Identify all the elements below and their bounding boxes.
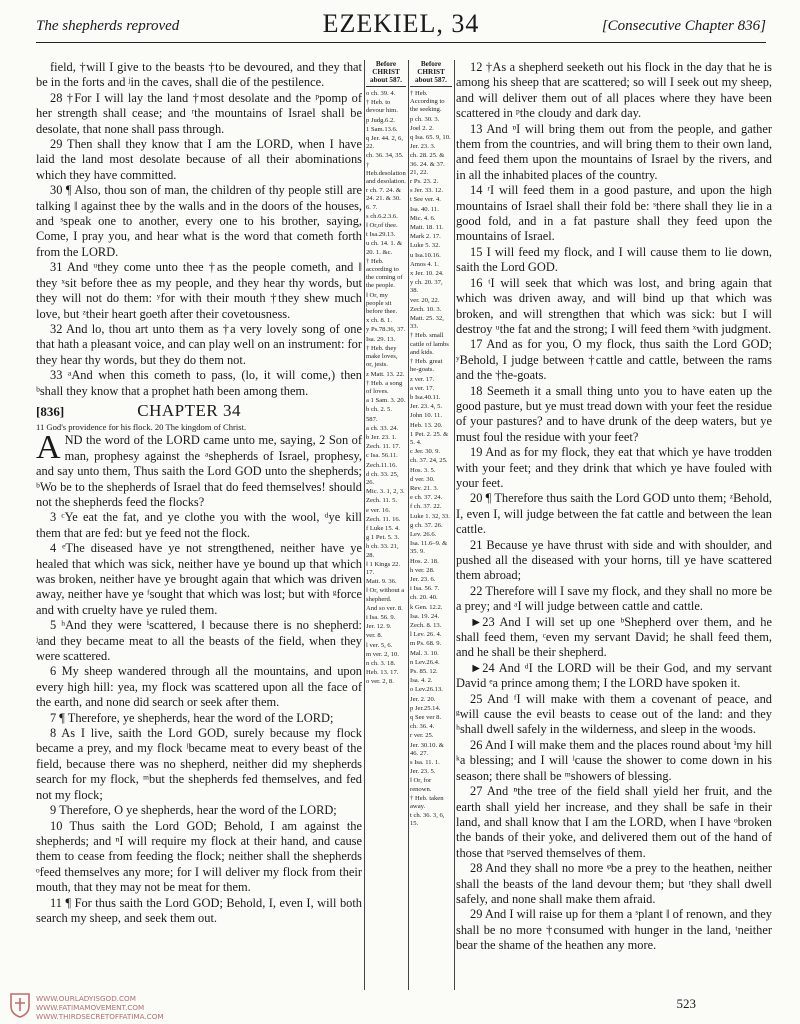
verse-paragraph: field, †will I give to the beasts †to be devoured, and they that be in the forts and ʲin the caves, shall die of the pestilence.	[36, 60, 362, 90]
margin-head-line: CHRIST	[372, 68, 400, 76]
verse-paragraph: 8 As I live, saith the Lord GOD, surely because my flock became a prey, and my flock ˡbecame meat to every beast of the field, because there was no shepherd, neither did my shepherds search for my flock, ᵐbut the shepherds fed themselves, and fed not my flock;	[36, 726, 362, 802]
cross-reference-note: o ch. 39. 4.	[366, 90, 396, 97]
cross-reference-note: r ver. 25.	[410, 732, 434, 740]
cross-reference-note: e ver. 16.	[366, 506, 391, 514]
verse-paragraph: 31 And ᵘthey come unto thee †as the people cometh, and ‖ they ˣsit before thee as my people, and they hear thy words, but they will not do them: ʸfor with their mouth †they shew much love, but ᶻtheir heart goeth after their covetousness.	[36, 260, 362, 321]
cross-reference-note: Isa. 19. 24.	[410, 612, 440, 620]
cross-reference-note: t See ver. 4.	[410, 196, 441, 204]
cross-reference-note: h ch. 33. 21, 28.	[366, 543, 399, 559]
page-number: 523	[676, 996, 696, 1011]
cross-reference-note: Jer. 23. 5.	[410, 768, 436, 776]
cross-reference-note: k Gen. 12.2.	[410, 603, 443, 611]
chapter-heading	[36, 400, 362, 420]
cross-reference-note: u ch. 14. 1. & 20. 1. &c.	[366, 240, 403, 256]
chapter-summary: 11 God's providence for his flock. 20 The kingdom of Christ.	[36, 422, 247, 433]
chapter-number: [836]	[36, 403, 65, 419]
cross-reference-note: ch. 36. 34, 35.	[366, 152, 404, 160]
margin-date-head	[366, 60, 406, 87]
cross-reference-note: Jer. 23. 3.	[410, 143, 436, 151]
text-column-left	[36, 60, 362, 992]
verse-paragraph: 11 ¶ For thus saith the Lord GOD; Behold, I, even I, will both search my sheep, and seek them out.	[36, 895, 362, 925]
cross-reference-note: † Heb. according to the coming of the people.	[366, 257, 403, 290]
cross-reference-note: Ps. 85. 12.	[410, 668, 438, 675]
seal-icon	[8, 992, 32, 1018]
verse-paragraph: 12 †As a shepherd seeketh out his flock in the day that he is among his sheep that are scattered; so will I seek out my sheep, and will deliver them out of all places where they have been scattered in ᵖthe cloudy and dark day.	[456, 60, 772, 121]
cross-reference-note: Jer. 12. 9.	[366, 623, 392, 631]
cross-reference-note: ch. 28. 25. & 36. 24. & 37. 21, 22.	[410, 152, 445, 176]
cross-reference-note: 587.	[366, 415, 378, 423]
cross-reference-note: Isa. 4. 2.	[410, 677, 433, 685]
verse-paragraph: 14 ʳI will feed them in a good pasture, and upon the high mountains of Israel shall their fold be: ˢthere shall they lie in a good fold, and in a fat pasture shall they feed upon the mountains of Israel.	[456, 183, 772, 244]
cross-reference-note: u Isa.10.16.	[410, 251, 441, 259]
cross-reference-note: Hos. 2. 18.	[410, 557, 439, 565]
verse-paragraph: 15 I will feed my flock, and I will cause them to lie down, saith the Lord GOD.	[456, 244, 772, 275]
cross-reference-note: d ch. 33. 25, 26.	[366, 470, 399, 486]
cross-reference-note: d ver. 30.	[410, 475, 435, 483]
watermark-url: WWW.OURLADYISGOD.COM	[36, 994, 136, 1003]
cross-reference-note: n Lev.26.4.	[410, 658, 440, 666]
verse-paragraph: 4 ᵉThe diseased have ye not strengthened, neither have ye healed that which was sick, neither have ye bound up that which was broken, neither have ye brought again that which was driven away, neither have ye ᶠsought that which was lost; but with ᵍforce and with cruelty have ye ruled them.	[36, 541, 362, 617]
cross-reference-note: l ver. 5, 6.	[366, 641, 393, 649]
cross-reference-note: a 1 Sam. 3. 20.	[366, 397, 406, 405]
cross-reference-note: g 1 Pet. 5. 3.	[366, 534, 400, 542]
cross-reference-note: † Heb. a song of loves.	[366, 379, 403, 395]
verse-paragraph: 7 ¶ Therefore, ye shepherds, hear the word of the LORD;	[50, 710, 334, 725]
book-chapter-title: EZEKIEL, 34	[322, 9, 480, 38]
cross-reference-note: o ver. 2, 8.	[366, 678, 394, 686]
cross-reference-note: p ch. 30. 3.	[410, 115, 440, 123]
cross-reference-note: ch. 37. 24, 25.	[410, 457, 448, 465]
cross-reference-note: Jer. 23. 4, 5.	[410, 403, 443, 411]
cross-reference-note: p Jer.25.14.	[410, 704, 441, 712]
verse-paragraph: 33 ᵃAnd when this cometh to pass, (lo, it will come,) then ᵇshall they know that a prophet hath been among them.	[36, 368, 362, 398]
drop-cap: A	[36, 429, 61, 467]
cross-references	[366, 90, 406, 687]
cross-reference-note: z Matt. 13. 22.	[366, 370, 405, 378]
cross-reference-note: ‖ 1 Kings 22. 17.	[366, 560, 401, 576]
verse-paragraph: 13 And ᶛI will bring them out from the people, and gather them from the countries, and will bring them to their own land, and feed them upon the mountains of Israel by the rivers, and in all the inhabited places of the country.	[456, 121, 772, 182]
cross-reference-note: † Heb. they make loves, or, jests.	[366, 344, 398, 369]
cross-reference-note: Matt. 25. 32, 33.	[410, 315, 444, 331]
verse-paragraph: 21 Because ye have thrust with side and with shoulder, and pushed all the diseased with your horns, till ye have scattered them abroad;	[456, 537, 772, 583]
cross-reference-note: Amos 4. 1.	[410, 260, 439, 268]
verse-paragraph: 29 And I will raise up for them a ˢplant ‖ of renown, and they shall be no more †consumed with hunger in the land, ᵗneither bear the shame of the heathen any more.	[456, 907, 772, 953]
cross-reference-note: † Heb. According to the seeking.	[410, 90, 445, 114]
cross-reference-note: n ch. 3. 18.	[366, 660, 396, 667]
cross-reference-note: Zech. 11. 5.	[366, 497, 398, 505]
cross-reference-note: m Ps. 68. 9.	[410, 640, 442, 648]
cross-reference-note: c Jer. 30. 9.	[410, 448, 441, 456]
cross-reference-note: l Lev. 26. 4.	[410, 631, 442, 639]
verse-paragraph: 26 And I will make them and the places round about ⁱmy hill ᵏa blessing; and I will ˡcause the shower to come down in his season; there shall be ᵐshowers of blessing.	[456, 737, 772, 783]
cross-reference-note: ‖ Or,of thee.	[366, 222, 398, 230]
cross-references	[410, 90, 452, 829]
cross-reference-note: 1 Sam.13.6.	[366, 125, 398, 133]
cross-reference-note: Jer. 23. 6.	[410, 575, 436, 583]
cross-reference-note: p Judg.6.2.	[366, 116, 395, 124]
cross-reference-note: Mal. 3. 10.	[410, 649, 439, 657]
cross-reference-note: Matt. 18. 11.	[410, 224, 444, 232]
watermark-url: WWW.FATIMAMOVEMENT.COM	[36, 1003, 145, 1012]
cross-reference-note: Heb. 13. 20.	[410, 421, 443, 429]
cross-reference-note: Rev. 21. 3.	[410, 484, 439, 492]
cross-reference-note: i Isa. 56. 7.	[410, 585, 440, 593]
verse-paragraph: 18 Seemeth it a small thing unto you to have eaten up the good pasture, but ye must tread down with your feet the residue of your pastures? and to have drunk of the deep waters, but ye must foul the residue with your feet?	[456, 383, 772, 444]
verse-paragraph: 25 And ᶠI will make with them a covenant of peace, and ᵍwill cause the evil beasts to cease out of the land: and they ʰshall dwell safely in the wilderness, and sleep in the woods.	[456, 691, 772, 737]
chapter-title: CHAPTER 34	[137, 400, 241, 420]
verse-paragraph: 30 ¶ Also, thou son of man, the children of thy people still are talking ‖ against thee by the walls and in the doors of the houses, and ˢspeak one to another, every one to his brother, saying, Come, I pray you, and hear what is the word that cometh forth from the LORD.	[36, 183, 362, 259]
verse-paragraph: 19 And as for my flock, they eat that which ye have trodden with your feet; and they drink that which ye have fouled with your feet.	[456, 445, 772, 490]
cross-reference-note: 1 Pet. 2. 25. & 5. 4.	[410, 430, 449, 446]
page-header	[36, 8, 766, 43]
cross-reference-note: Jer. 30.10. & 46. 27.	[410, 741, 444, 757]
cross-reference-note: Heb. 13. 17.	[366, 669, 399, 677]
watermark-urls	[36, 994, 164, 1021]
cross-reference-note: Hos. 3. 5.	[410, 466, 436, 474]
verse-paragraph: 17 And as for you, O my flock, thus saith the Lord GOD; ʸBehold, I judge between †cattle and cattle, between the rams and the †he-goats.	[456, 337, 772, 383]
verses-chapter-33	[36, 60, 362, 399]
verse-paragraph: ►23 And I will set up one ᵇShepherd over them, and he shall feed them, ᶜeven my servant David; he shall feed them, and he shall be their shepherd.	[456, 614, 772, 660]
verse-paragraph: 28 And they shall no more ᵠbe a prey to the heathen, neither shall the beasts of the land devour them; but ʳthey shall dwell safely, and none shall make them afraid.	[456, 861, 772, 906]
cross-reference-note: ver. 20, 22.	[410, 296, 440, 304]
verse-paragraph: 9 Therefore, O ye shepherds, hear the word of the LORD;	[50, 803, 337, 818]
cross-reference-note: e ch. 37. 24.	[410, 494, 443, 502]
cross-reference-note: Joel 2. 2.	[410, 124, 434, 132]
cross-reference-note: Isa. 40. 11.	[410, 205, 439, 213]
margin-notes-left	[366, 60, 406, 688]
watermark-url: WWW.THIRDSECRETOFFATIMA.COM	[36, 1012, 164, 1021]
cross-reference-note: Isa. 29. 13.	[366, 335, 396, 343]
cross-reference-note: c Isa. 56.11.	[366, 452, 398, 460]
cross-reference-note: m ver. 2, 10.	[366, 650, 399, 658]
cross-reference-note: x Jer. 10. 24.	[410, 270, 444, 278]
cross-reference-note: h ver. 28.	[410, 566, 435, 574]
cross-reference-note: o Lev.26.13.	[410, 686, 443, 694]
cross-reference-note: ‖ Or, my people sit before thee.	[366, 291, 398, 316]
verse-paragraph: 16 ᵗI will seek that which was lost, and bring again that which was driven away, and will bind up that which was broken, and will strengthen that which was sick: but I will destroy ᵘthe fat and the strong; I will feed them ˣwith judgment.	[456, 275, 772, 336]
cross-reference-note: ‖ Or, for renown.	[410, 777, 432, 793]
cross-reference-note: s Isa. 11. 1.	[410, 759, 440, 767]
verses-chapter-34	[36, 510, 362, 926]
margin-head-line: Before	[420, 60, 442, 68]
cross-reference-note: f ch. 37. 22.	[410, 503, 442, 511]
cross-reference-note: Jer. 2. 20.	[410, 695, 436, 703]
cross-reference-note: q Isa. 65. 9, 10.	[410, 134, 451, 142]
running-head-left: The shepherds reproved	[36, 18, 180, 34]
verses-chapter-34-continued	[456, 60, 772, 954]
cross-reference-note: John 10. 11.	[410, 412, 442, 420]
cross-reference-note: y Ps.78.36, 37.	[366, 326, 406, 334]
cross-reference-note: Isa. 11.6–9. & 35. 9.	[410, 540, 448, 556]
cross-reference-note: b Jer. 23. 1.	[366, 433, 397, 441]
verse-paragraph: 27 And ⁿthe tree of the field shall yield her fruit, and the earth shall yield her increase, and they shall be safe in their land, and shall know that I am the LORD, when I have ᵒbroken the bands of their yoke, and delivered them out of the hand of those that ᵖserved themselves of them.	[456, 784, 772, 860]
verse-paragraph: 3 ᶜYe eat the fat, and ye clothe you with the wool, ᵈye kill them that are fed: but ye feed not the flock.	[36, 510, 362, 540]
cross-reference-note: q Jer. 44. 2, 6, 22.	[366, 135, 403, 151]
verse-paragraph: 28 †For I will lay the land †most desolate and the ᵖpomp of her strength shall cease; and ʳthe mountains of Israel shall be desolate, that none shall pass through.	[36, 90, 362, 136]
cross-reference-note: a ch. 33. 24.	[366, 424, 399, 432]
verse-text: ND the word of the LORD came unto me, saying, 2 Son of man, prophesy against the ᵃshepherds of Israel, prophesy, and say unto them, Thus saith the Lord GOD unto the shepherds; ᵇWo be to the shepherds of Israel that do feed themselves! should not the shepherds feed the flocks?	[36, 433, 362, 509]
cross-reference-note: Zech. 10. 3.	[410, 305, 442, 313]
cross-reference-note: † Heb. to devour him.	[366, 99, 398, 115]
cross-reference-note: y ch. 20. 37, 38.	[410, 279, 443, 295]
verse-paragraph: 10 Thus saith the Lord GOD; Behold, I am against the shepherds; and ⁿI will require my flock at their hand, and cause them to cease from feeding the flock; neither shall the shepherds ᵒfeed themselves any more; for I will deliver my flock from their mouth, that they may not be meat for them.	[36, 818, 362, 895]
text-column-right	[456, 60, 772, 992]
cross-reference-note: Mic. 4. 6.	[410, 214, 436, 222]
consecutive-chapter-label: [Consecutive Chapter 836]	[601, 18, 766, 34]
cross-reference-note: i Isa. 56. 9.	[366, 613, 396, 621]
cross-reference-note: † Heb.desolation and desolation.	[366, 161, 406, 186]
cross-reference-note: Lev. 26.6.	[410, 530, 437, 538]
cross-reference-note: t ch. 36. 3, 6, 15.	[410, 812, 445, 828]
column-divider	[454, 60, 455, 990]
verse-paragraph: 5 ʰAnd they were ⁱscattered, ‖ because there is no shepherd: ʲand they became meat to all the beasts of the field, when they were scattered.	[36, 618, 362, 664]
cross-reference-note: And so ver. 8.	[366, 604, 403, 612]
cross-reference-note: Zech. 11. 17.	[366, 443, 401, 451]
margin-head-line: about 587.	[415, 76, 447, 84]
cross-reference-note: Mark 2. 17.	[410, 233, 441, 241]
cross-reference-note: b ch. 2. 5.	[366, 406, 393, 414]
cross-reference-note: ch. 36. 4.	[410, 723, 435, 731]
verse-paragraph	[36, 429, 362, 510]
verse-paragraph: 22 Therefore will I save my flock, and they shall no more be a prey; and ᵃI will judge between cattle and cattle.	[456, 583, 772, 614]
cross-reference-note: ‖ Or, without a shepherd.	[366, 587, 405, 603]
cross-reference-note: Mic. 3. 1, 2, 3.	[366, 488, 405, 496]
margin-head-line: Before	[375, 60, 397, 68]
cross-reference-note: ch. 20. 40.	[410, 594, 438, 602]
cross-reference-note: Zech. 8. 13.	[410, 621, 442, 629]
verse-paragraph: 29 Then shall they know that I am the LORD, when I have laid the land most desolate because of all their abominations which they have committed.	[36, 137, 362, 182]
cross-reference-note: r Ps. 23. 2.	[410, 178, 439, 186]
cross-reference-note: b Isa.40.11.	[410, 393, 441, 401]
column-divider	[408, 60, 409, 990]
verse-paragraph: 32 And lo, thou art unto them as †a very lovely song of one that hath a pleasant voice, and can play well on an instrument: for they hear thy words, but they do them not.	[36, 321, 362, 367]
cross-reference-note: z ver. 17.	[410, 375, 435, 383]
margin-head-line: about 587.	[370, 76, 402, 84]
cross-reference-note: † Heb. great he-goats.	[410, 358, 443, 374]
cross-reference-note: x ch. 8. 1.	[366, 317, 393, 325]
cross-reference-note: t Isa.29.13.	[366, 231, 396, 239]
margin-head-line: CHRIST	[417, 68, 445, 76]
verse-paragraph: ►24 And ᵈI the LORD will be their God, and my servant David ᵉa prince among them; I the LORD have spoken it.	[456, 660, 772, 691]
cross-reference-note: ver. 8.	[366, 632, 383, 640]
cross-reference-note: † Heb. taken away.	[410, 794, 444, 811]
cross-reference-note: † Heb. small cattle of lambs and kids.	[410, 332, 449, 356]
cross-reference-note: Luke 1. 32, 33.	[410, 512, 450, 520]
cross-reference-note: Matt. 9. 36.	[366, 578, 397, 586]
cross-reference-note: f Luke 15. 4.	[366, 524, 400, 532]
cross-reference-note: s ch.6.2.3.6.	[366, 212, 398, 220]
verse-paragraph: 20 ¶ Therefore thus saith the Lord GOD unto them; ᶻBehold, I, even I, will judge between the fat cattle and between the lean cattle.	[456, 491, 772, 537]
column-divider	[364, 60, 365, 990]
cross-reference-note: Zech.11.16.	[366, 461, 398, 469]
cross-reference-note: g ch. 37. 26.	[410, 521, 443, 529]
cross-reference-note: Luke 5. 32.	[410, 242, 441, 250]
cross-reference-note: q See ver 8.	[410, 714, 442, 722]
verse-paragraph: 6 My sheep wandered through all the mountains, and upon every high hill: yea, my flock was scattered upon all the face of the earth, and none did search or seek after them.	[36, 664, 362, 710]
cross-reference-note: Zech. 11. 16.	[366, 515, 401, 523]
cross-reference-note: r ch. 7. 24. & 24. 21. & 30. 6. 7.	[366, 187, 401, 211]
cross-reference-note: s Jer. 33. 12.	[410, 187, 443, 195]
margin-date-head	[410, 60, 452, 87]
cross-reference-note: a ver. 17.	[410, 384, 435, 392]
margin-notes-right	[410, 60, 452, 830]
